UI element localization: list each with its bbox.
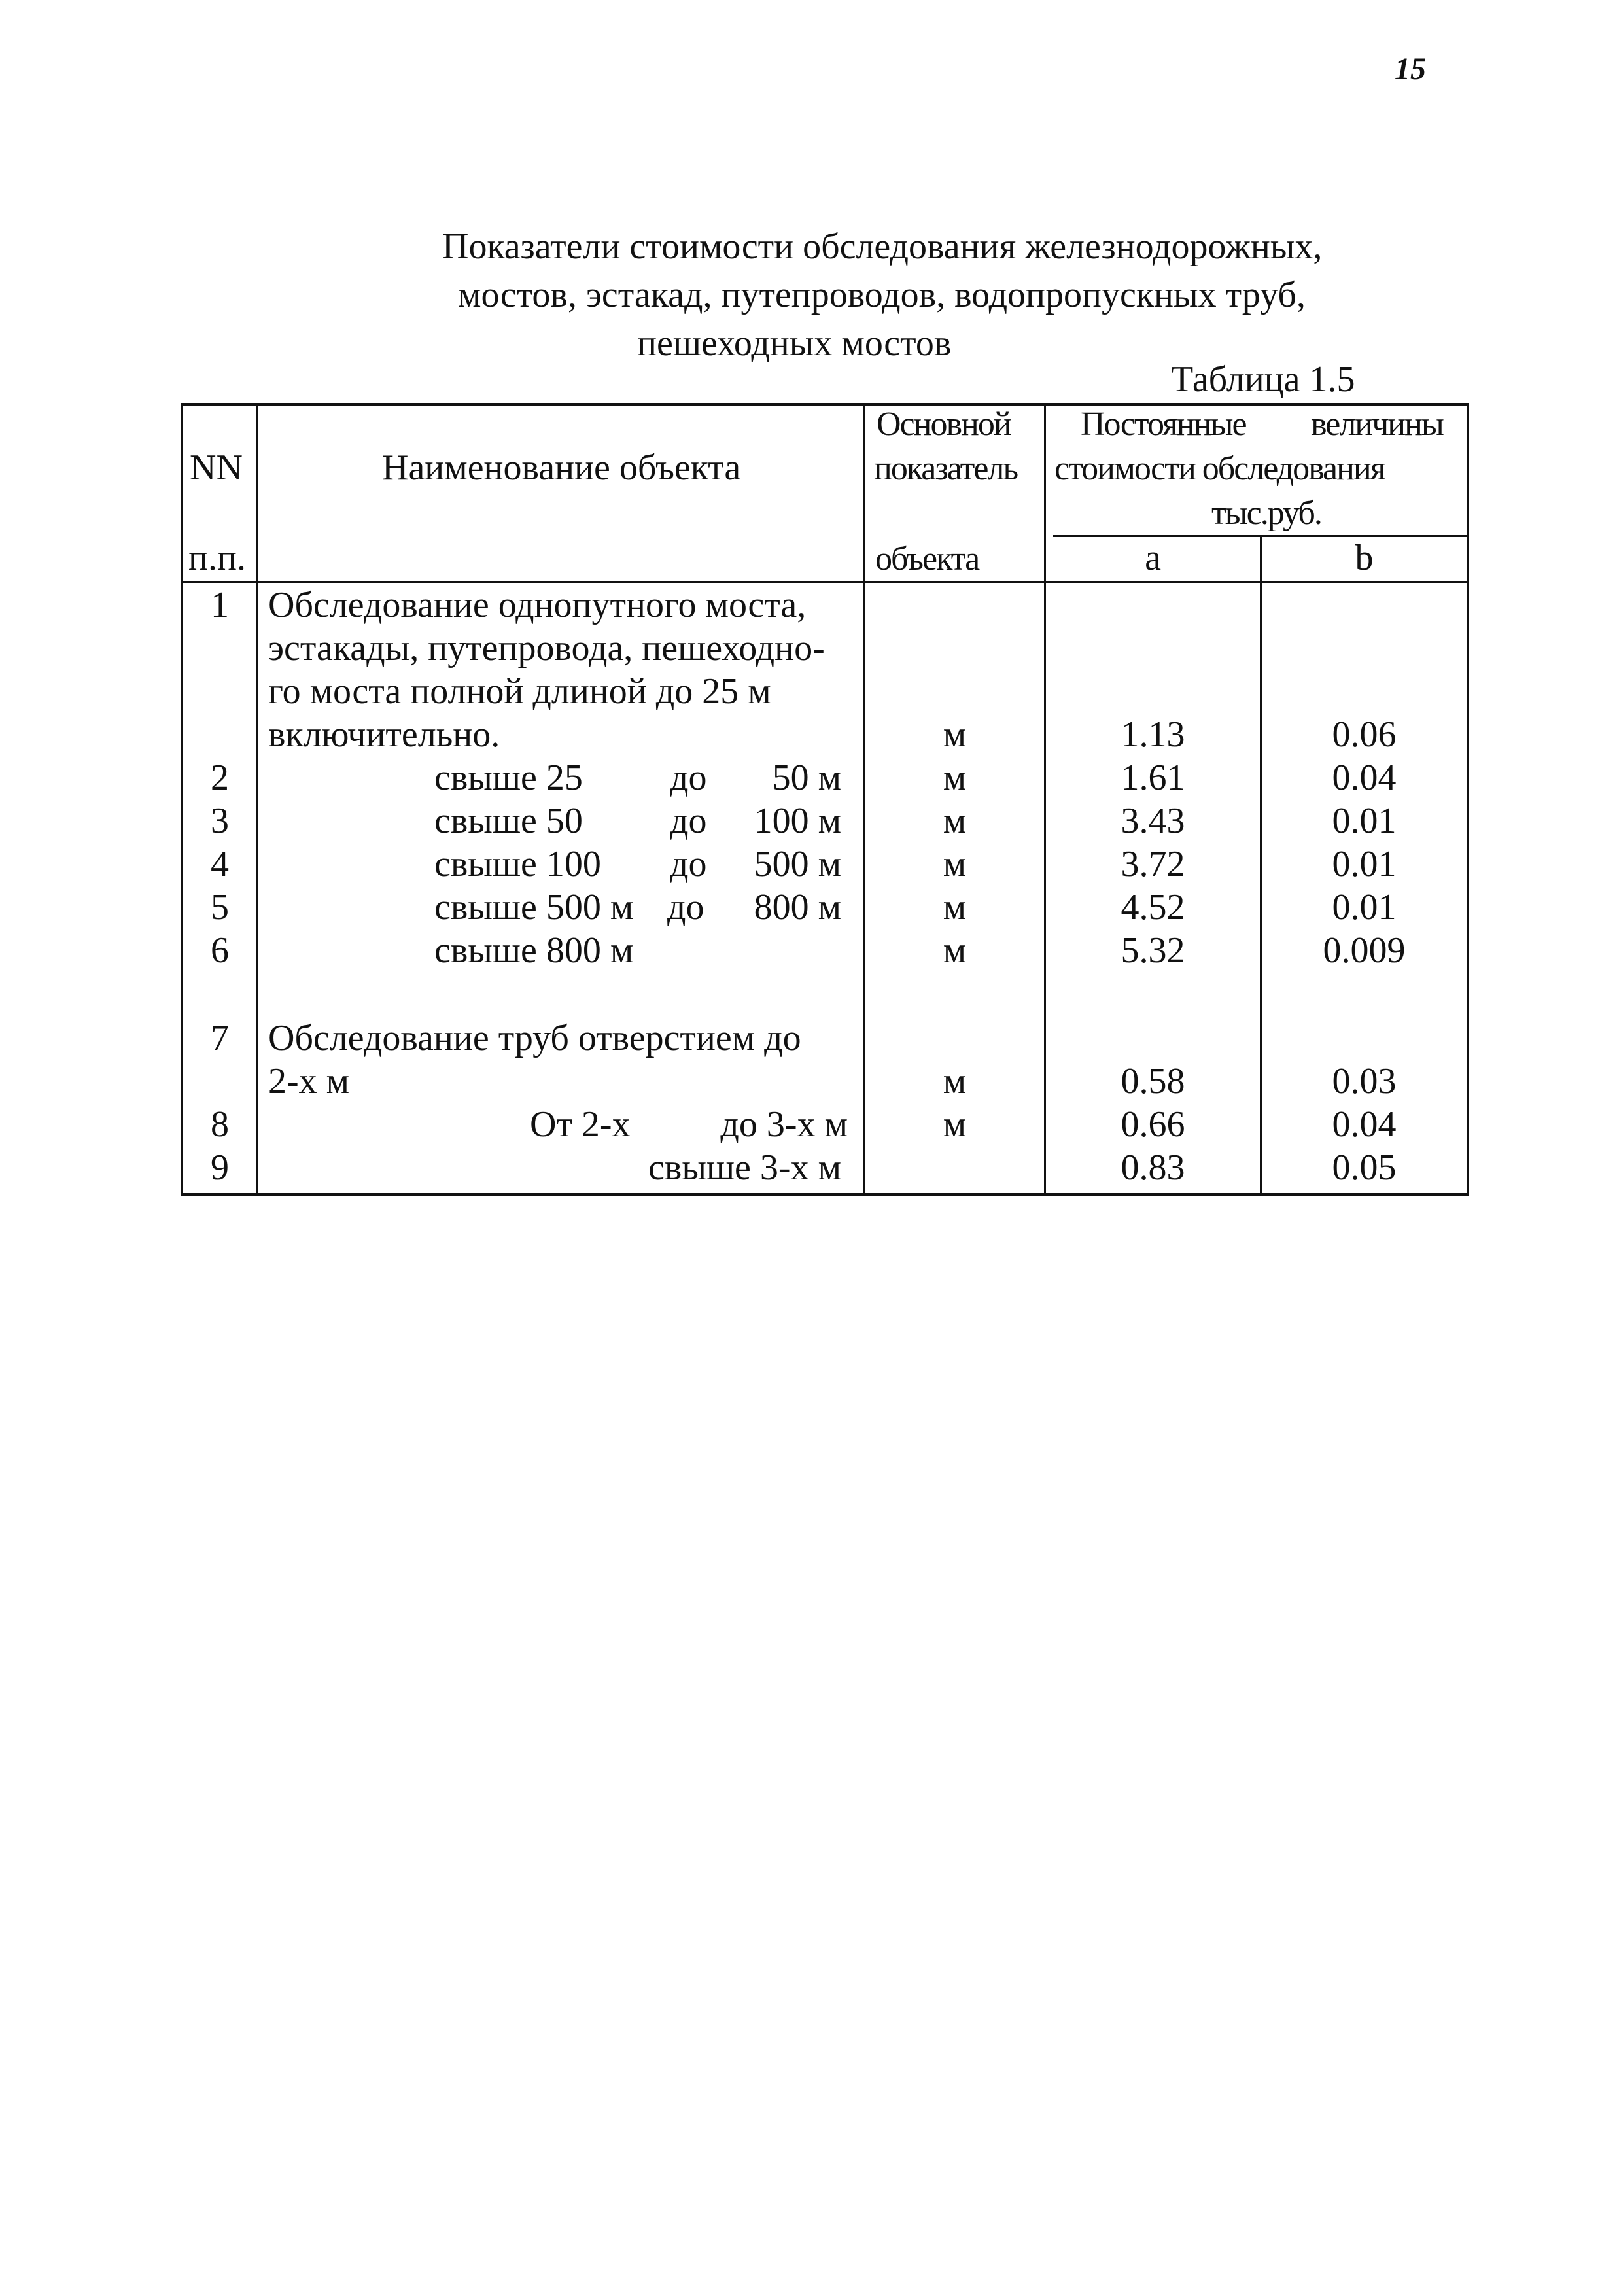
row-5-to: 800 м: [754, 887, 841, 928]
row-4-b: 0.01: [1332, 844, 1397, 884]
header-indicator-2: показатель: [874, 450, 1018, 487]
row-7-name-line-2: 2-х м: [268, 1061, 350, 1102]
col-divider-name: [256, 403, 258, 1196]
header-indicator-1: Основной: [877, 406, 1011, 443]
row-6-from: свыше 800 м: [434, 930, 634, 971]
page-number: 15: [1395, 52, 1426, 86]
row-3-a: 3.43: [1121, 801, 1185, 841]
row-6-number: 6: [211, 930, 229, 971]
row-9-name: свыше 3-х м: [648, 1147, 841, 1188]
row-2-b: 0.04: [1332, 757, 1397, 798]
header-indicator-3: объекта: [875, 540, 979, 578]
row-2-to-word: до: [670, 757, 707, 798]
row-8-unit: м: [943, 1104, 967, 1145]
row-1-name-line-4: включительно.: [268, 714, 500, 755]
header-name: Наименование объекта: [382, 447, 741, 488]
row-4-number: 4: [211, 844, 229, 884]
title-line-3: пешеходных мостов: [637, 323, 952, 364]
row-6-a: 5.32: [1121, 930, 1185, 971]
row-5-to-word: до: [667, 887, 704, 928]
row-1-number: 1: [211, 585, 229, 625]
row-2-to: 50 м: [772, 757, 841, 798]
row-9-b: 0.05: [1332, 1147, 1397, 1188]
row-7-a: 0.58: [1121, 1061, 1185, 1102]
row-3-unit: м: [943, 801, 967, 841]
row-1-b: 0.06: [1332, 714, 1397, 755]
row-1-name-line-1: Обследование однопутного моста,: [268, 585, 807, 625]
row-5-unit: м: [943, 887, 967, 928]
row-5-from: свыше 500 м: [434, 887, 634, 928]
row-6-b: 0.009: [1323, 930, 1406, 971]
row-4-to: 500 м: [754, 844, 841, 884]
title-line-1: Показатели стоимости обследования железнодорожных,: [442, 226, 1323, 267]
row-5-b: 0.01: [1332, 887, 1397, 928]
table-border-right: [1467, 403, 1469, 1196]
row-5-a: 4.52: [1121, 887, 1185, 928]
row-3-number: 3: [211, 801, 229, 841]
row-4-to-word: до: [670, 844, 707, 884]
header-const-2: стоимости обследования: [1054, 450, 1385, 487]
table-border-bottom: [181, 1193, 1469, 1196]
row-7-b: 0.03: [1332, 1061, 1397, 1102]
row-1-name-line-2: эстакады, путепровода, пешеходно-: [268, 628, 825, 669]
header-col-b: b: [1355, 538, 1374, 578]
row-8-to: до 3-х м: [720, 1104, 848, 1145]
row-4-a: 3.72: [1121, 844, 1185, 884]
header-const-3: тыс.руб.: [1211, 495, 1321, 532]
row-7-number: 7: [211, 1018, 229, 1058]
header-const-1b: величины: [1311, 406, 1443, 443]
title-line-2: мостов, эстакад, путепроводов, водопропускных труб,: [458, 275, 1306, 315]
row-2-a: 1.61: [1121, 757, 1185, 798]
row-4-from: свыше 100: [434, 844, 601, 884]
row-3-to: 100 м: [754, 801, 841, 841]
row-1-name-line-3: го моста полной длиной до 25 м: [268, 671, 771, 712]
table-label: Таблица 1.5: [1171, 359, 1355, 400]
row-5-number: 5: [211, 887, 229, 928]
row-1-a: 1.13: [1121, 714, 1185, 755]
row-6-unit: м: [943, 930, 967, 971]
header-nn: NN: [190, 447, 243, 488]
row-3-b: 0.01: [1332, 801, 1397, 841]
row-4-unit: м: [943, 844, 967, 884]
row-7-name-line-1: Обследование труб отверстием до: [268, 1018, 801, 1058]
row-2-number: 2: [211, 757, 229, 798]
table-border-top: [181, 403, 1469, 406]
row-7-unit: м: [943, 1061, 967, 1102]
row-2-unit: м: [943, 757, 967, 798]
row-9-number: 9: [211, 1147, 229, 1188]
header-pp: п.п.: [188, 538, 246, 578]
row-3-from: свыше 50: [434, 801, 583, 841]
row-2-from: свыше 25: [434, 757, 583, 798]
header-col-a: а: [1145, 538, 1161, 578]
row-3-to-word: до: [670, 801, 707, 841]
row-9-a: 0.83: [1121, 1147, 1185, 1188]
row-8-a: 0.66: [1121, 1104, 1185, 1145]
row-8-from: От 2-х: [530, 1104, 631, 1145]
row-1-unit: м: [943, 714, 967, 755]
row-8-b: 0.04: [1332, 1104, 1397, 1145]
row-8-number: 8: [211, 1104, 229, 1145]
header-const-1a: Постоянные: [1081, 406, 1246, 443]
